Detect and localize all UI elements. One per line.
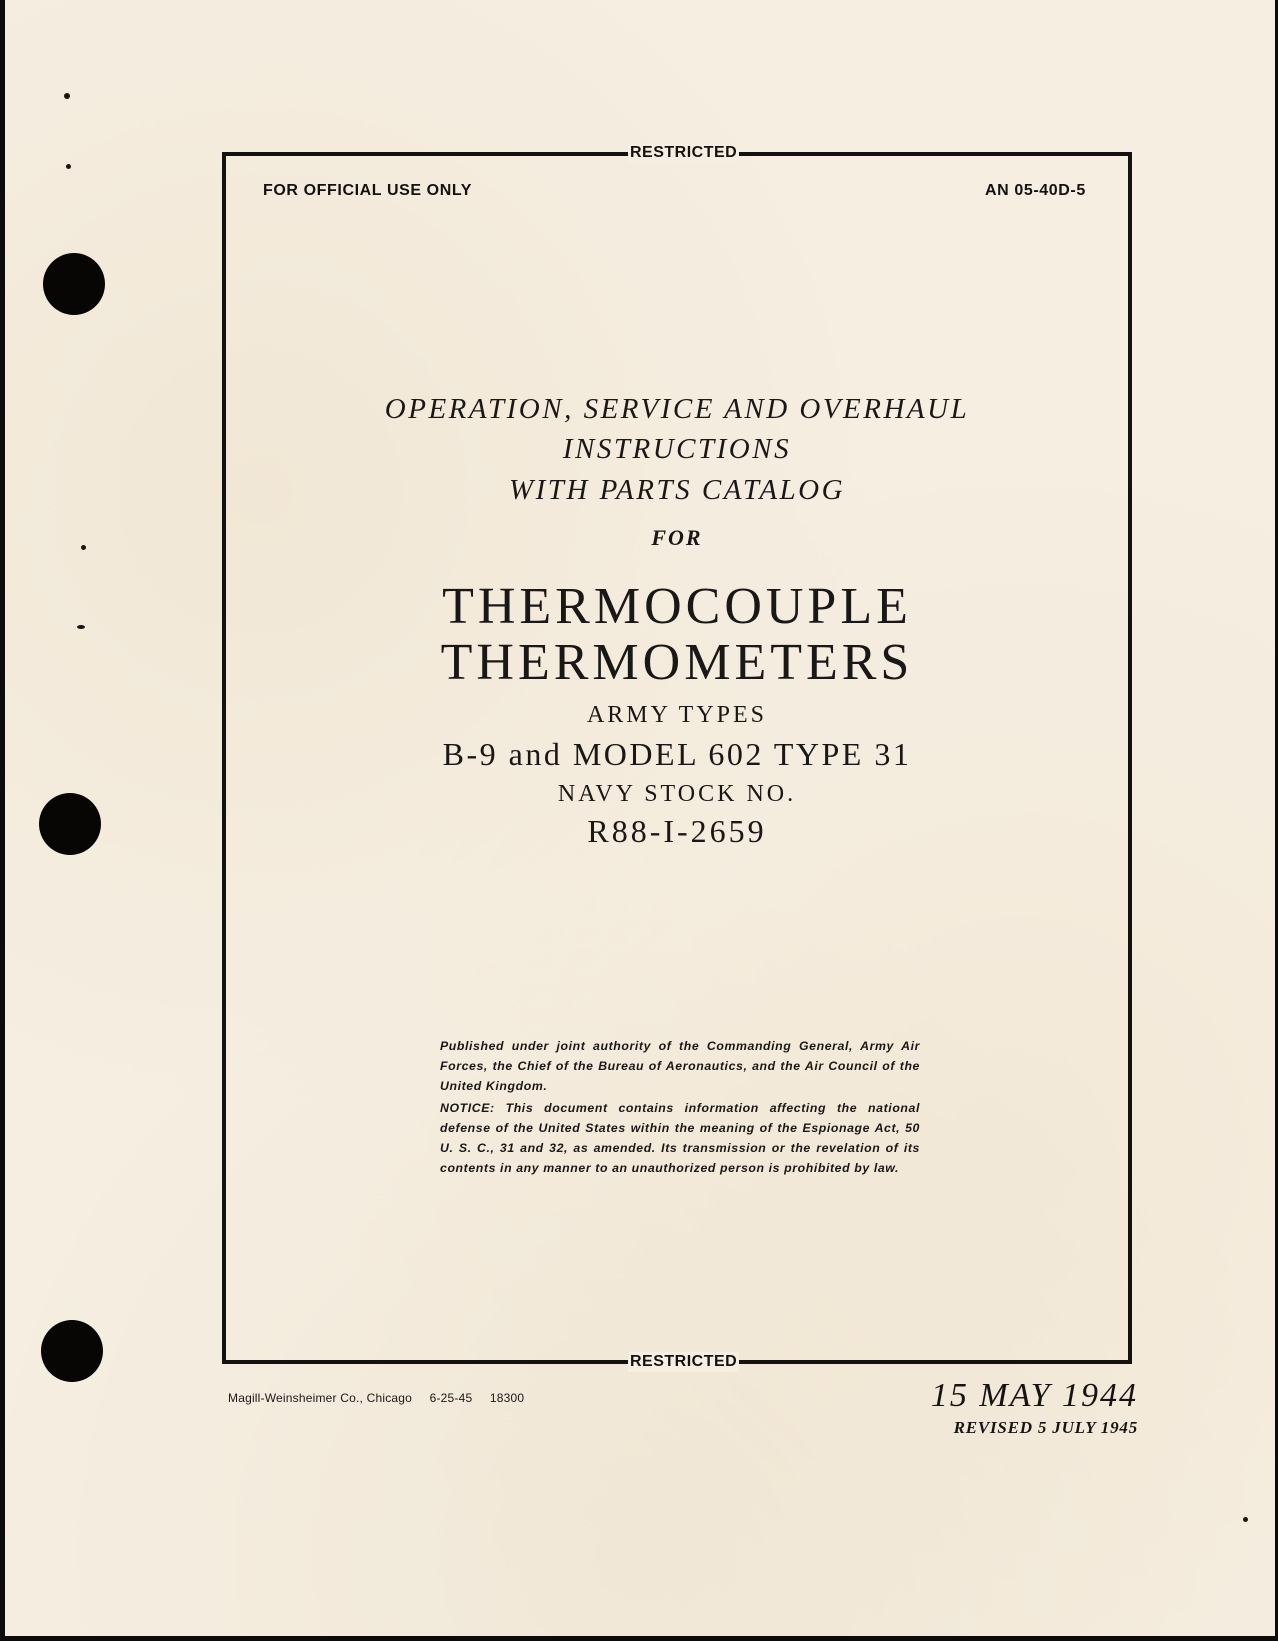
main-title-line-2: THERMOMETERS xyxy=(440,634,914,691)
espionage-notice xyxy=(440,1098,920,1178)
main-title-line-1: THERMOCOUPLE xyxy=(442,578,912,635)
subtitle-line-3: WITH PARTS CATALOG xyxy=(508,474,846,506)
printer-name: Magill-Weinsheimer Co., Chicago xyxy=(228,1391,413,1405)
print-date: 6-25-45 xyxy=(429,1391,473,1405)
paper-speck xyxy=(66,164,71,169)
print-run: 18300 xyxy=(489,1391,525,1405)
binder-hole-top xyxy=(43,253,105,315)
army-models: B-9 and MODEL 602 TYPE 31 xyxy=(442,736,912,772)
paper-speck xyxy=(64,93,70,99)
binder-hole-middle xyxy=(39,793,101,855)
navy-stock-label: NAVY STOCK NO. xyxy=(557,781,797,807)
publication-authority xyxy=(440,1036,920,1096)
subtitle-line-2: INSTRUCTIONS xyxy=(562,433,792,465)
revision-date: REVISED 5 JULY 1945 xyxy=(953,1418,1138,1437)
for-label: FOR xyxy=(651,525,703,550)
document-number: AN 05-40D-5 xyxy=(985,182,1086,199)
printer-imprint xyxy=(228,1391,538,1405)
subtitle-line-1: OPERATION, SERVICE AND OVERHAUL xyxy=(384,393,970,425)
binder-hole-bottom xyxy=(41,1320,103,1382)
publication-date: 15 MAY 1944 xyxy=(930,1377,1138,1414)
classification-top: RESTRICTED xyxy=(630,144,738,161)
paper-speck xyxy=(77,625,85,629)
navy-stock-number: R88-I-2659 xyxy=(587,813,767,849)
notice-text: NOTICE: This document contains information affecting the national defense of the United States within the meaning of the Espionage Act, 50 U. S. C., 31 and 32, as amended. Its transmission or the revelation of its contents in any manner to an unauthorized person is prohibited by law. xyxy=(440,1101,920,1175)
army-types-label: ARMY TYPES xyxy=(586,702,768,728)
authority-text: Published under joint authority of the Commanding General, Army Air Forces, the Chief of the Bureau of Aeronautics, and the Air Council of the United Kingdom. xyxy=(440,1039,920,1093)
paper-speck xyxy=(1243,1517,1248,1522)
paper-speck xyxy=(81,545,86,550)
official-use-notice: FOR OFFICIAL USE ONLY xyxy=(263,182,473,199)
classification-bottom: RESTRICTED xyxy=(630,1353,738,1370)
